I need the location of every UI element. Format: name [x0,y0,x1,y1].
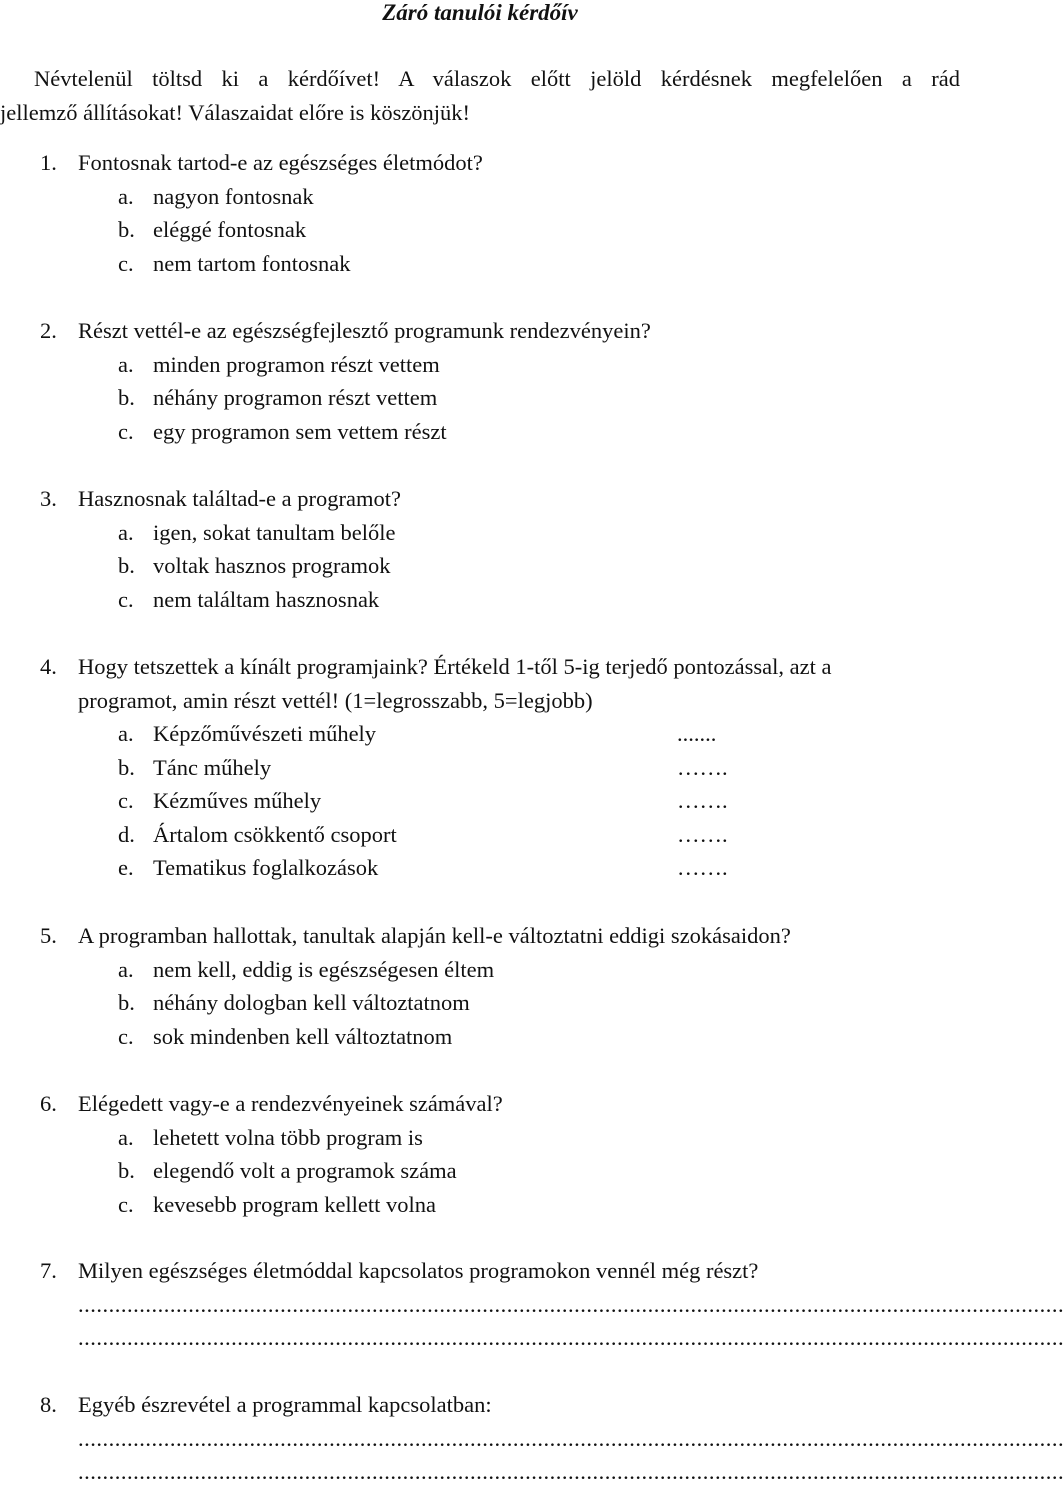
answer-line[interactable]: ................................................................................................................................................................. [78,1291,1064,1317]
option-b[interactable] [40,986,940,1020]
option-list [40,180,940,281]
page-title: Záró tanulói kérdőív [382,0,578,25]
question-text: Részt vettél-e az egészségfejlesztő programunk rendezvényein? [78,318,651,343]
question-number: 8. [40,1392,57,1417]
answer-line[interactable]: ................................................................................................................................................................. [78,1459,1064,1484]
option-letter: b. [118,217,135,242]
intro-line-2: jellemző állításokat! Válaszaidat előre is köszönjük! [0,99,471,125]
option-label: kevesebb program kellett volna [153,1191,437,1217]
option-label: néhány programon részt vettem [153,385,438,410]
question-7 [40,1254,1064,1355]
option-letter: b. [118,1158,135,1183]
rating-blank[interactable]: ……. [677,788,728,813]
question-heading [40,919,940,953]
question-number: 7. [40,1258,57,1283]
option-letter: b. [118,990,135,1015]
option-label: minden programon részt vettem [153,351,440,377]
question-text: Hasznosnak találtad-e a programot? [78,486,401,511]
question-heading [40,482,940,516]
answer-line[interactable]: ................................................................................................................................................................. [78,1425,1064,1451]
option-letter: c. [118,788,134,813]
question-number: 6. [40,1091,57,1116]
question-heading [40,1254,940,1288]
option-label: lehetett volna több program is [153,1124,423,1150]
option-c[interactable] [40,415,940,449]
question-5 [40,919,940,1053]
question-heading [40,146,940,180]
option-label: voltak hasznos programok [153,553,391,578]
question-8 [40,1388,1064,1489]
answer-line[interactable]: ................................................................................................................................................................. [78,1325,1064,1350]
option-list [40,1121,940,1222]
option-label: Kézműves műhely [153,788,322,813]
option-letter: b. [118,553,135,578]
option-letter: c. [118,586,134,612]
option-a[interactable] [40,180,940,214]
option-list [40,953,940,1054]
question-text: A programban hallottak, tanultak alapján kell-e változtatni eddigi szokásaidon? [78,923,791,948]
question-text: Egyéb észrevétel a programmal kapcsolatban: [78,1392,492,1417]
option-letter: a. [118,956,134,982]
option-b[interactable] [40,549,940,583]
question-heading [40,1388,940,1422]
option-letter: a. [118,1124,134,1150]
question-number: 1. [40,150,57,175]
option-a[interactable] [40,348,940,382]
question-4 [40,650,940,885]
question-1 [40,146,940,280]
question-heading [40,650,940,717]
rating-item-a [40,717,940,751]
option-label: nem kell, eddig is egészségesen éltem [153,956,495,982]
option-label: egy programon sem vettem részt [153,418,447,444]
rating-blank[interactable]: ……. [677,754,728,780]
option-c[interactable] [40,1020,940,1054]
option-letter: c. [118,1023,134,1049]
option-label: Képzőművészeti műhely [153,721,377,746]
question-2 [40,314,940,448]
question-heading [40,1087,940,1121]
option-letter: d. [118,821,135,847]
question-heading [40,314,940,348]
option-letter: c. [118,1191,134,1217]
question-text-line-2: programot, amin részt vettél! (1=legrosszabb, 5=legjobb) [78,687,593,713]
intro-paragraph [0,62,960,129]
option-letter: b. [118,385,135,410]
option-label: elegendő volt a programok száma [153,1158,457,1183]
question-text-line-1: Hogy tetszettek a kínált programjaink? Értékeld 1-től 5-ig terjedő pontozással, azt a [78,654,832,679]
option-label: nagyon fontosnak [153,183,314,209]
rating-blank[interactable]: ....... [677,721,717,746]
option-b[interactable] [40,1154,940,1188]
question-number: 4. [40,654,57,679]
rating-item-e [40,851,940,885]
question-6 [40,1087,940,1221]
option-a[interactable] [40,1121,940,1155]
intro-line-1: Névtelenül töltsd ki a kérdőívet! A válaszok előtt jelöld kérdésnek megfelelően a rád [34,66,960,91]
option-letter: e. [118,855,134,880]
option-letter: a. [118,183,134,209]
rating-item-b [40,751,940,785]
option-c[interactable] [40,247,940,281]
option-letter: c. [118,250,134,276]
option-letter: a. [118,721,134,746]
option-letter: a. [118,519,134,545]
rating-item-c [40,784,940,818]
rating-list [40,717,940,885]
option-c[interactable] [40,583,940,617]
question-3 [40,482,940,616]
question-number: 5. [40,923,57,948]
option-a[interactable] [40,953,940,987]
question-text: Elégedett vagy-e a rendezvényeinek számával? [78,1091,503,1116]
option-label: nem tartom fontosnak [153,250,351,276]
option-label: Tánc műhely [153,754,272,780]
option-label: eléggé fontosnak [153,217,307,242]
question-text: Fontosnak tartod-e az egészséges életmódot? [78,150,483,175]
option-label: Tematikus foglalkozások [153,855,379,880]
rating-item-d [40,818,940,852]
question-number: 2. [40,318,57,343]
option-letter: c. [118,418,134,444]
option-label: nem találtam hasznosnak [153,586,380,612]
rating-blank[interactable]: ……. [677,855,728,880]
question-number: 3. [40,486,57,511]
rating-blank[interactable]: ……. [677,821,728,847]
option-a[interactable] [40,516,940,550]
option-label: néhány dologban kell változtatnom [153,990,470,1015]
option-b[interactable] [40,381,940,415]
option-list [40,348,940,449]
option-label: Ártalom csökkentő csoport [153,821,397,847]
option-b[interactable] [40,213,940,247]
option-list [40,516,940,617]
question-text: Milyen egészséges életmóddal kapcsolatos programokon vennél még részt? [78,1258,759,1283]
option-c[interactable] [40,1188,940,1222]
option-label: sok mindenben kell változtatnom [153,1023,453,1049]
option-letter: a. [118,351,134,377]
option-label: igen, sokat tanultam belőle [153,519,396,545]
option-letter: b. [118,754,135,780]
